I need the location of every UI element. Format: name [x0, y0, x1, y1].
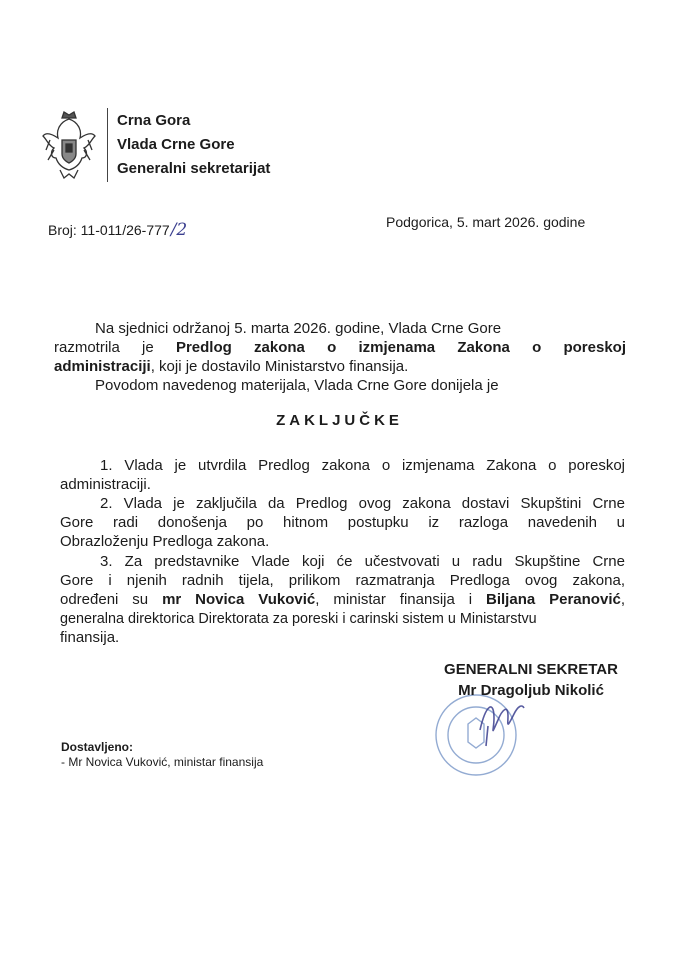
item-3-text: ,	[620, 591, 625, 608]
representative-2-bold: Biljana Peranović	[486, 591, 621, 608]
intro-line-4: Povodom navedenog materijala, Vlada Crne Gore donijela je	[95, 377, 499, 394]
law-title-bold-end: administraciji	[54, 358, 151, 375]
official-stamp-icon	[428, 690, 528, 780]
reference-number-text: Broj: 11-011/26-777	[48, 222, 170, 238]
reference-handwritten-suffix: /2	[170, 220, 188, 240]
document-date: Podgorica, 5. mart 2026. godine	[386, 214, 586, 230]
intro-text: razmotrila je	[54, 339, 176, 356]
intro-line-3	[54, 358, 408, 376]
header-secretariat: Generalni sekretarijat	[117, 160, 271, 177]
item-3-line-3	[60, 591, 625, 609]
item-3-text: , ministar finansija i	[315, 591, 487, 608]
item-1-line-1: 1. Vlada je utvrdila Predlog zakona o izmjenama Zakona o poreskoj	[100, 457, 625, 474]
signatory-role: GENERALNI SEKRETAR	[444, 661, 618, 678]
intro-text: , koji je dostavilo Ministarstvo finansija.	[150, 358, 409, 375]
item-2-line-3: Obrazloženju Predloga zakona.	[60, 533, 270, 550]
law-title-bold: Predlog zakona o izmjenama Zakona o poreskoj	[175, 339, 626, 356]
signatory-name: Mr Dragoljub Nikolić	[458, 682, 604, 699]
item-2-line-1: 2. Vlada je zaključila da Predlog ovog zakona dostavi Skupštini Crne	[100, 495, 625, 512]
conclusions-title: ZAKLJUČKE	[276, 412, 403, 429]
institution-header	[117, 109, 270, 181]
header-government: Vlada Crne Gore	[117, 136, 235, 153]
coat-of-arms-icon	[40, 110, 98, 182]
item-3-line-1: 3. Za predstavnike Vlade koji će učestvovati u radu Skupštine Crne	[100, 553, 625, 570]
intro-line-2	[54, 339, 626, 357]
item-1-line-2: administraciji.	[60, 476, 151, 493]
header-divider	[107, 108, 108, 182]
signature-block	[431, 659, 631, 701]
item-3-line-5: finansija.	[60, 629, 120, 646]
item-3-line-2: Gore i njenih radnih tijela, prilikom razmatranja Predloga ovog zakona,	[60, 572, 625, 589]
header-country: Crna Gora	[117, 112, 191, 129]
delivery-item: - Mr Novica Vuković, ministar finansija	[61, 755, 264, 769]
intro-line-1: Na sjednici održanoj 5. marta 2026. godine, Vlada Crne Gore	[95, 320, 502, 337]
delivery-heading: Dostavljeno:	[61, 740, 134, 754]
item-2-line-2: Gore radi donošenja po hitnom postupku iz razloga navedenih u	[60, 514, 625, 531]
item-3-line-4: generalna direktorica Direktorata za poreski i carinski sistem u Ministarstvu	[60, 611, 537, 627]
item-3-text: određeni su	[60, 591, 163, 608]
representative-1-bold: mr Novica Vuković	[162, 591, 316, 608]
reference-number	[48, 220, 187, 240]
